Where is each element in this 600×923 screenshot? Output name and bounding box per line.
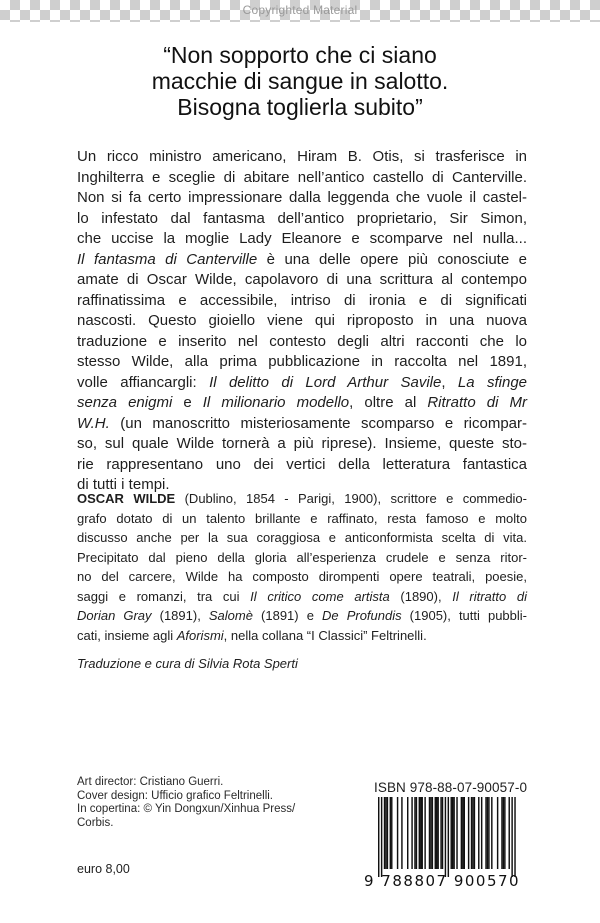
description-line: raffinatissima e accessibile, intriso di ironia e di significati	[77, 291, 527, 309]
barcode-bar	[491, 797, 492, 869]
barcode-bar	[514, 797, 515, 877]
description-line: Un ricco ministro americano, Hiram B. Otis, si trasferisce in	[77, 148, 527, 165]
book-title: Il fantasma di Canterville	[77, 250, 258, 268]
barcode-bar	[452, 797, 453, 869]
barcode-bar	[503, 797, 504, 869]
story-title: Il milionario modello	[202, 394, 350, 411]
book-description	[77, 147, 527, 496]
bio-line: Dorian Gray (1891), Salomè (1891) e De Profundis (1905), tutti pubbli-	[77, 608, 527, 623]
description-line: che uccise la moglie Lady Eleanore e scomparve nel nulla...	[77, 230, 527, 247]
barcode-bar	[485, 797, 486, 869]
credit-line: In copertina: © Yin Dongxun/Xinhua Press/	[77, 803, 296, 815]
barcode-bar	[461, 797, 462, 869]
barcode-digits: 9 788807 900570	[364, 872, 521, 890]
description-line: lo infestato dal fantasma dell’antico proprietario, Sir Simon,	[77, 209, 527, 227]
credit-line: Art director: Cristiano Guerri.	[77, 776, 224, 788]
barcode-bar	[429, 797, 430, 869]
barcode-bar	[420, 797, 421, 869]
author-name: OSCAR WILDE	[77, 491, 176, 506]
description-line: senza enigmi e Il milionario modello, oltre al Ritratto di Mr	[77, 394, 527, 411]
isbn-label: ISBN 978-88-07-90057-0	[374, 780, 528, 795]
barcode-icon	[364, 797, 534, 877]
story-title: W.H.	[77, 414, 110, 432]
barcode-bar	[430, 797, 431, 869]
back-cover-quote	[120, 42, 480, 120]
barcode-bar	[453, 797, 454, 869]
quote-line: macchie di sangue in salotto.	[151, 68, 449, 94]
barcode-bar	[424, 797, 425, 869]
barcode-bar	[462, 797, 463, 869]
description-line: Non si fa certo impressionare dalla leggenda che vuole il castel-	[77, 189, 527, 206]
description-line: W.H. (un manoscritto misteriosamente scomparso e ricompar-	[77, 414, 527, 432]
description-line: traduzione e inserito nel contesto degli altri racconti che lo	[77, 332, 527, 350]
barcode-bar	[472, 797, 473, 869]
barcode-bar	[381, 797, 382, 877]
price-label: euro 8,00	[77, 862, 130, 876]
barcode-bar	[419, 797, 420, 869]
barcode-bar	[501, 797, 502, 869]
barcode-bar	[471, 797, 472, 869]
barcode-bar	[504, 797, 505, 869]
barcode-bar	[488, 797, 489, 869]
barcode-bar	[487, 797, 488, 869]
barcode-bar	[442, 797, 443, 869]
bio-line: cati, insieme agli Aforismi, nella collana “I Classici” Feltrinelli.	[77, 627, 427, 643]
quote-line: Bisogna toglierla subito”	[177, 94, 423, 120]
work-title: De Profundis	[322, 608, 402, 623]
barcode-bar	[414, 797, 415, 869]
barcode-bar	[478, 797, 479, 869]
barcode-bar	[474, 797, 475, 869]
barcode-bar	[378, 797, 379, 877]
story-title: Il delitto di Lord Arthur Savile	[209, 373, 442, 391]
credit-line: Corbis.	[77, 816, 114, 829]
description-line: Inghilterra e sceglie di abitare nell’antico castello di Canterville.	[77, 168, 527, 186]
work-title: Aforismi	[176, 627, 224, 643]
barcode-bar	[435, 797, 436, 869]
barcode-bar	[432, 797, 433, 869]
story-title: Ritratto di Mr	[427, 394, 527, 411]
barcode-bar	[468, 797, 469, 869]
barcode-bar	[387, 797, 388, 869]
work-title: Il critico come artista	[250, 588, 390, 604]
barcode-bar	[411, 797, 412, 869]
bio-line: grafo dotato di un talento brillante e raffinato, resta famoso e molto	[77, 510, 527, 526]
barcode-bar	[451, 797, 452, 869]
translator-credit: Traduzione e cura di Silvia Rota Sperti	[77, 656, 298, 671]
bio-line: no del carcere, Wilde ha composto dirompenti opere teatrali, poesie,	[77, 569, 527, 584]
barcode-bar	[445, 797, 446, 877]
barcode-bar	[384, 797, 385, 869]
barcode-bar	[436, 797, 437, 869]
bio-line: discusso anche per la sua coraggiosa e anticonformista scelta di vita.	[77, 530, 527, 545]
barcode-bar	[511, 797, 512, 877]
bio-line: Precipitato dal pieno della gloria all’esperienza crudele e senza ritor-	[77, 549, 527, 565]
bio-line: saggi e romanzi, tra cui Il critico come artista (1890), Il ritratto di	[77, 588, 527, 604]
barcode-bar	[497, 797, 498, 869]
barcode-bar	[456, 797, 457, 869]
story-title: senza enigmi	[77, 394, 173, 411]
barcode-bar	[391, 797, 392, 869]
description-line: Il fantasma di Canterville è una delle opere più conosciute e	[77, 250, 527, 268]
description-line: volle affiancargli: Il delitto di Lord Arthur Savile, La sfinge	[77, 373, 527, 391]
description-line: nascosti. Questo gioiello viene qui riproposto in una nuova	[77, 312, 527, 329]
barcode-bar	[440, 797, 441, 869]
story-title: La sfinge	[457, 373, 527, 391]
credit-line: Cover design: Ufficio grafico Feltrinelli.	[77, 789, 274, 802]
description-line: stesso Wilde, alla prima pubblicazione in raccolta nel 1891,	[77, 353, 527, 370]
barcode-bar	[464, 797, 465, 869]
barcode-bar	[390, 797, 391, 869]
barcode-bar	[397, 797, 398, 869]
description-line: di tutti i tempi.	[77, 476, 170, 493]
barcode-bar	[481, 797, 482, 869]
author-bio	[77, 489, 527, 645]
description-line: amate di Oscar Wilde, capolavoro di una scrittura al contempo	[77, 271, 527, 288]
bio-line: OSCAR WILDE (Dublino, 1854 - Parigi, 1900), scrittore e commedio-	[77, 491, 527, 506]
barcode-bar	[407, 797, 408, 869]
copyright-watermark: Copyrighted Material	[242, 3, 358, 17]
barcode-bar	[437, 797, 438, 869]
barcode-bar	[385, 797, 386, 869]
quote-line: “Non sopporto che ci siano	[163, 42, 437, 68]
description-line: rie rappresentano uno dei vertici della letteratura fantastica	[77, 455, 527, 473]
work-title: Salomè	[208, 608, 253, 623]
barcode-bar	[448, 797, 449, 877]
barcode-bar	[401, 797, 402, 869]
barcode-bar	[416, 797, 417, 869]
work-title: Dorian Gray	[77, 608, 152, 623]
work-title: Il ritratto di	[452, 588, 527, 604]
description-line: so, sul quale Wilde tornerà a più riprese). Insieme, queste sto-	[77, 435, 527, 452]
cover-credits	[77, 776, 337, 830]
barcode-bar	[422, 797, 423, 869]
barcode-bar	[509, 797, 510, 869]
